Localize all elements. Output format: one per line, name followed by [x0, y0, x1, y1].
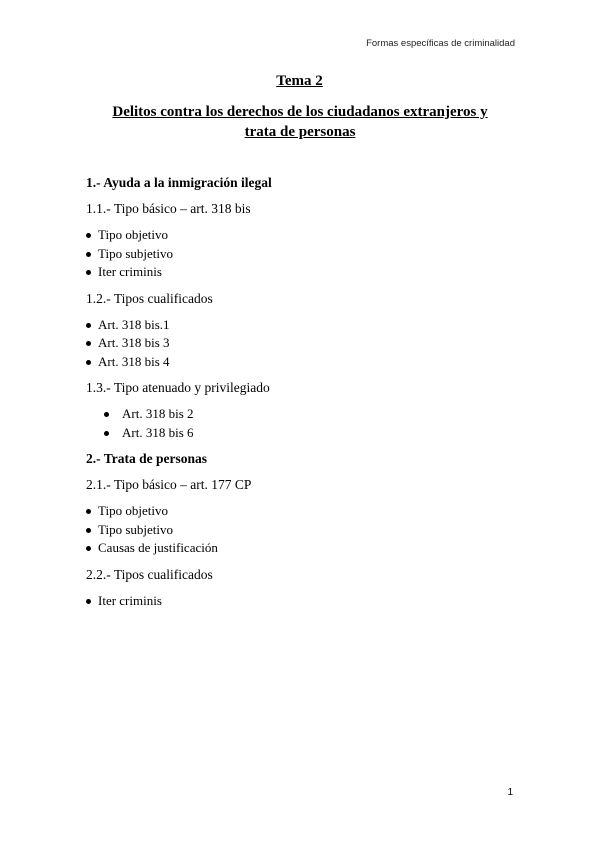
section-heading-2: 2.- Trata de personas	[86, 451, 207, 466]
bullet-list-1-2	[86, 317, 516, 373]
subsection-2-2: 2.2.- Tipos cualificados	[86, 566, 213, 582]
list-item: Tipo subjetivo	[86, 246, 516, 265]
list-item: Tipo objetivo	[86, 227, 516, 246]
page-number: 1	[507, 787, 513, 798]
list-item: Art. 318 bis.1	[86, 317, 516, 336]
subsection-1-2: 1.2.- Tipos cualificados	[86, 290, 213, 306]
list-item: Iter criminis	[86, 593, 516, 612]
list-item: Art. 318 bis 2	[86, 406, 516, 425]
subtitle-line-1: Delitos contra los derechos de los ciudadanos extranjeros y	[112, 104, 488, 120]
list-item: Art. 318 bis 4	[86, 354, 516, 373]
bullet-list-1-3	[86, 406, 516, 443]
document-body	[86, 175, 516, 619]
page-subtitle	[90, 102, 510, 142]
list-item: Causas de justificación	[86, 540, 516, 559]
subtitle-line-2: trata de personas	[244, 124, 356, 140]
list-item: Art. 318 bis 3	[86, 335, 516, 354]
bullet-list-2-1	[86, 503, 516, 559]
subsection-1-1: 1.1.- Tipo básico – art. 318 bis	[86, 201, 251, 216]
subsection-1-3: 1.3.- Tipo atenuado y privilegiado	[86, 380, 270, 395]
page-header: Formas específicas de criminalidad	[366, 38, 515, 49]
section-heading-1: 1.- Ayuda a la inmigración ilegal	[86, 175, 272, 190]
subsection-2-1: 2.1.- Tipo básico – art. 177 CP	[86, 477, 252, 492]
bullet-list-2-2	[86, 593, 516, 612]
page-title: Tema 2	[276, 73, 323, 89]
list-item: Iter criminis	[86, 264, 516, 283]
list-item: Tipo objetivo	[86, 503, 516, 522]
bullet-list-1-1	[86, 227, 516, 283]
list-item: Tipo subjetivo	[86, 522, 516, 541]
list-item: Art. 318 bis 6	[86, 425, 516, 444]
